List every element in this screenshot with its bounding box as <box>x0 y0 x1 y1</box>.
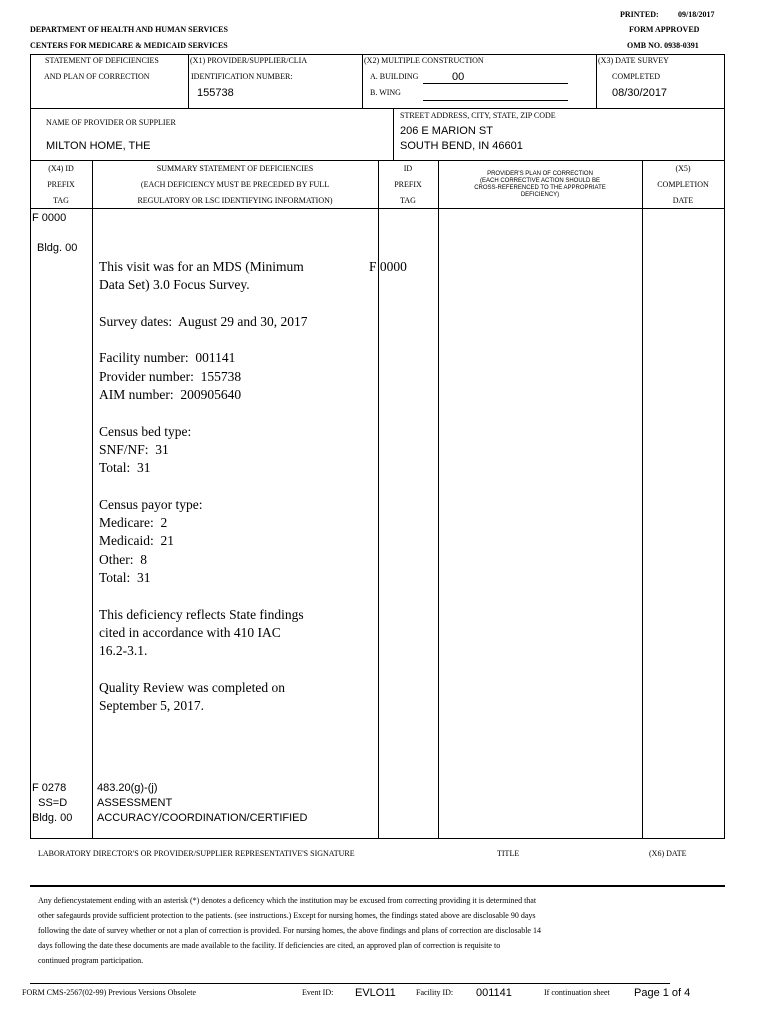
provider-id-value: 155738 <box>197 87 234 99</box>
x3-sublabel: COMPLETED <box>612 72 660 81</box>
x1-label: (X1) PROVIDER/SUPPLIER/CLIA <box>190 56 308 65</box>
centers-title: CENTERS FOR MEDICARE & MEDICAID SERVICES <box>30 41 228 50</box>
continuation-label: If continuation sheet <box>544 988 610 997</box>
summary-statement: This visit was for an MDS (Minimum Data Set) 3.0 Focus Survey. Survey dates: August 29 and 30, 2017 Facility number: 001141 Provider number: 155738 AIM number: 200905640 Census bed type: SNF/NF: 31 Total: 31 Census payor type: Medicare: 2 Medicaid: 21 Other: 8 Total: 31 This deficiency reflects State findings cited in accordance with 410 IAC 16.2-3.1. Quality Review was completed on September 5, 2017. <box>99 259 308 714</box>
x2-label: (X2) MULTIPLE CONSTRUCTION <box>364 56 484 65</box>
disclaimer-line-3: following the date of survey whether or not a plan of correction is provided. For nursing homes, the above findings and plans of correction are disclosable 14 <box>38 926 541 935</box>
disclaimer-line-2: other safegaurds provide sufficient protection to the patients. (see instructions.) Except for nursing homes, the findings stated above are disclosable 90 days <box>38 911 536 920</box>
bldg-00: Bldg. 00 <box>37 242 78 254</box>
page-number: Page 1 of 4 <box>634 987 691 999</box>
signature-divider <box>30 885 725 887</box>
completion-label: COMPLETION <box>657 180 709 189</box>
building-value: 00 <box>452 71 465 83</box>
facility-id-label: Facility ID: <box>416 988 454 997</box>
plan-header-3: CROSS-REFERENCED TO THE APPROPRIATE <box>474 185 606 191</box>
plan-header-2: (EACH CORRECTIVE ACTION SHOULD BE <box>479 178 601 184</box>
department-title: DEPARTMENT OF HEALTH AND HUMAN SERVICES <box>30 25 228 34</box>
summary-header-2: (EACH DEFICIENCY MUST BE PRECEDED BY FULL <box>140 180 330 189</box>
x5-label: (X5) <box>675 164 691 173</box>
plan-header-1: PROVIDER'S PLAN OF CORRECTION <box>487 171 593 177</box>
tag-f0278: F 0278 SS=D Bldg. 00 <box>32 782 73 824</box>
deficiency-f0278: 483.20(g)-(j) ASSESSMENT ACCURACY/COORDINATION/CERTIFIED <box>97 782 308 824</box>
id-prefix-label: PREFIX <box>394 180 422 189</box>
disclaimer-line-5: continued program participation. <box>38 956 144 965</box>
title-label: TITLE <box>497 849 520 858</box>
statement-label-1: STATEMENT OF DEFICIENCIES <box>45 56 159 65</box>
omb-number: OMB NO. 0938-0391 <box>627 41 699 50</box>
address-line-1: 206 E MARION ST <box>400 125 493 137</box>
form-approved: FORM APPROVED <box>629 25 700 34</box>
building-label: A. BUILDING <box>370 72 419 81</box>
provider-name-label: NAME OF PROVIDER OR SUPPLIER <box>46 118 176 127</box>
right-tag-f0000: F 0000 <box>369 259 407 274</box>
x6-date-label: (X6) DATE <box>649 849 687 858</box>
disclaimer-line-4: days following the date these documents are made available to the facility. If deficiencies are cited, an approved plan of correction is requisite to <box>38 941 501 950</box>
form-number: FORM CMS-2567(02-99) Previous Versions Obsolete <box>22 988 197 997</box>
tag-f0000: F 0000 <box>32 212 67 224</box>
address-label: STREET ADDRESS, CITY, STATE, ZIP CODE <box>400 111 556 120</box>
signature-label: LABORATORY DIRECTOR'S OR PROVIDER/SUPPLIER REPRESENTATIVE'S SIGNATURE <box>38 849 355 858</box>
footer-divider <box>30 983 670 984</box>
x3-label: (X3) DATE SURVEY <box>598 56 669 65</box>
event-id-value: EVLO11 <box>355 987 396 999</box>
id-tag-label: TAG <box>400 196 416 205</box>
summary-header-3: REGULATORY OR LSC IDENTIFYING INFORMATION) <box>137 196 333 205</box>
address-line-2: SOUTH BEND, IN 46601 <box>400 140 523 152</box>
facility-id-value: 001141 <box>476 987 512 999</box>
x1-sublabel: IDENTIFICATION NUMBER: <box>191 72 293 81</box>
wing-label: B. WING <box>370 88 401 97</box>
completion-date-label: DATE <box>672 196 694 205</box>
id-label: ID <box>403 164 413 173</box>
summary-header-1: SUMMARY STATEMENT OF DEFICIENCIES <box>156 164 314 173</box>
printed-date: 09/18/2017 <box>678 10 715 19</box>
plan-header-4: DEFICIENCY) <box>520 192 560 198</box>
x4-prefix-label: PREFIX <box>47 180 75 189</box>
disclaimer-line-1: Any defiencystatement ending with an asterisk (*) denotes a deficency which the institution may be excused from correcting providing it is determined that <box>38 896 537 905</box>
printed-label: PRINTED: <box>620 10 659 19</box>
statement-label-2: AND PLAN OF CORRECTION <box>44 72 150 81</box>
x4-id-label: (X4) ID <box>48 164 74 173</box>
provider-name-value: MILTON HOME, THE <box>46 140 151 152</box>
event-id-label: Event ID: <box>302 988 334 997</box>
survey-date-value: 08/30/2017 <box>612 87 668 99</box>
x4-tag-label: TAG <box>53 196 69 205</box>
